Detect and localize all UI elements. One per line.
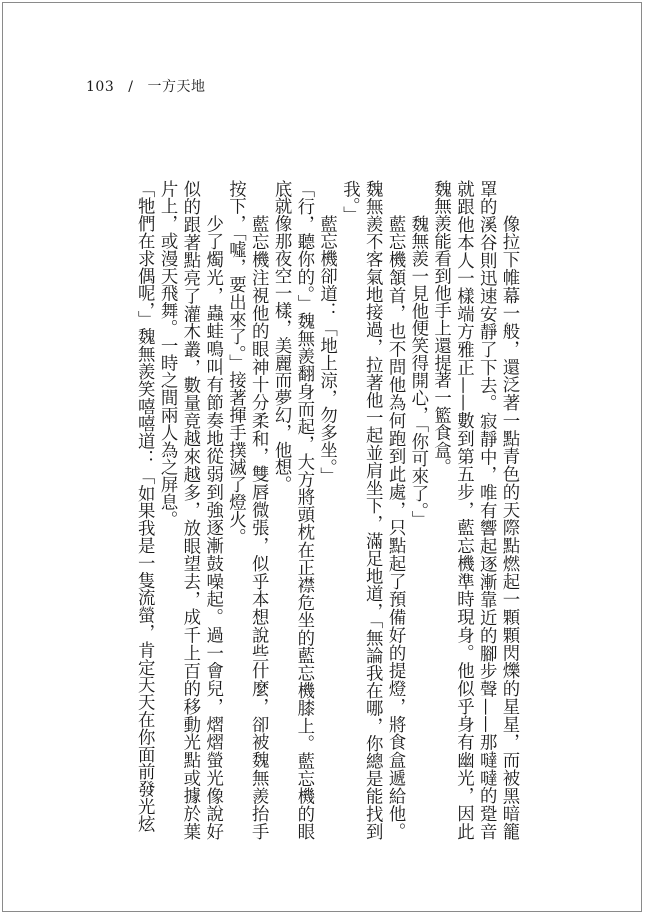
vertical-body-text bbox=[110, 180, 520, 840]
paragraph: 藍忘機卻道：「地上涼，勿多坐。」 bbox=[316, 214, 337, 485]
paragraph: 魏無羨一見他便笑得開心，「你可來了。」 bbox=[407, 214, 428, 528]
page-number: 103 bbox=[86, 79, 115, 95]
paragraph: 少了燭光，蟲蛙鳴叫有節奏地從弱到強逐漸鼓噪起。過一會兒，熠熠螢光像說好似的跟著點亮了灌木叢，數量竟越來越多，放眼望去，成千上百的移動光點或據於葉片上，或漫天飛舞。一時之間兩人為之屏息。 bbox=[157, 180, 223, 840]
paragraph: 藍忘機頷首，也不問他為何跑到此處，只點起了預備好的提燈，將食盒遞給他。魏無羨不客氣地接過，拉著他一起並肩坐下，滿足地道，「無論我在哪，你總是能找到我。」 bbox=[339, 180, 406, 840]
running-header bbox=[86, 76, 205, 96]
book-title: 一方天地 bbox=[147, 79, 206, 95]
paragraph: 「牠們在求偶呢，」魏無羨笑嘻嘻道：「如果我是一隻流螢，肯定天天在你面前發光炫 bbox=[134, 180, 155, 833]
paragraph: 「行，聽你的。」魏無羨翻身而起，大方將頭枕在正襟危坐的藍忘機膝上。藍忘機的眼底就像那夜空一樣，美麗而夢幻，他想。 bbox=[271, 180, 314, 840]
header-separator: / bbox=[128, 79, 134, 95]
paragraph: 藍忘機注視他的眼神十分柔和，雙唇微張，似乎本想說些什麼，卻被魏無羨抬手按下，「噓，要出來了。」接著揮手撲滅了燈火。 bbox=[225, 180, 269, 840]
paragraph: 像拉下帷幕一般，還泛著一點青色的天際點燃起一顆顆閃爍的星星，而被黑暗籠罩的溪谷則迅速安靜了下去。寂靜中，唯有響起逐漸靠近的腳步聲——那噠噠的跫音就跟他本人一樣端方雅正——數到第五步，藍忘機準時現身。他似乎身有幽光，因此魏無羨能看到他手上還提著一籃食盒。 bbox=[430, 180, 519, 840]
